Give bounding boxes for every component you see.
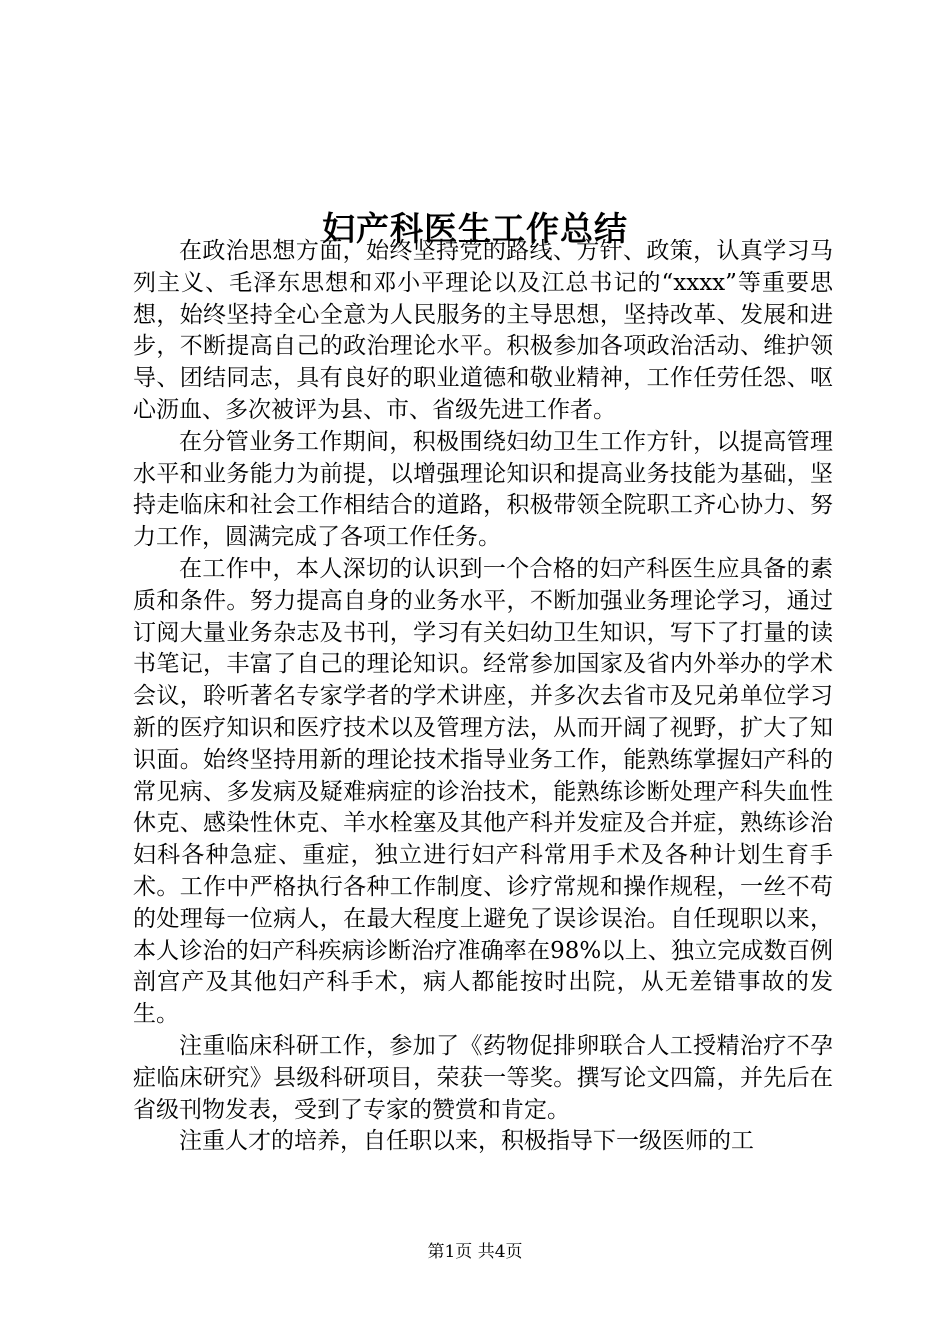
- paragraph-clinical-work: 在工作中，本人深切的认识到一个合格的妇产科医生应具备的素质和条件。努力提高自身的业务水平，不断加强业务理论学习，通过订阅大量业务杂志及书刊，学习有关妇幼卫生知识，写下了打量的读书笔记，丰富了自己的理论知识。经常参加国家及省内外举办的学术会议，聆听著名专家学者的学术讲座，并多次去省市及兄弟单位学习新的医疗知识和医疗技术以及管理方法，从而开阔了视野，扩大了知识面。始终坚持用新的理论技术指导业务工作，能熟练掌握妇产科的常见病、多发病及疑难病症的诊治技术，能熟练诊断处理产科失血性休克、感染性休克、羊水栓塞及其他产科并发症及合并症，熟练诊治妇科各种急症、重症，独立进行妇产科常用手术及各种计划生育手术。工作中严格执行各种工作制度、诊疗常规和操作规程，一丝不苟的处理每一位病人，在最大程度上避免了误诊误治。自任现职以来，本人诊治的妇产科疾病诊断治疗准确率在98%以上、独立完成数百例剖宫产及其他妇产科手术，病人都能按时出院，从无差错事故的发生。: [133, 555, 833, 1028]
- page-number-footer: 第1页 共4页: [427, 1242, 523, 1262]
- paragraph-political-thought: 在政治思想方面，始终坚持党的路线、方针、政策，认真学习马列主义、毛泽东思想和邓小平理论以及江总书记的“xxxx”等重要思想，始终坚持全心全意为人民服务的主导思想，坚持改革、发展和进步，不断提高自己的政治理论水平。积极参加各项政治活动、维护领导、团结同志，具有良好的职业道德和敬业精神，工作任劳任怨、呕心沥血、多次被评为县、市、省级先进工作者。: [133, 238, 833, 423]
- paragraph-business-management: 在分管业务工作期间，积极围绕妇幼卫生工作方针，以提高管理水平和业务能力为前提，以增强理论知识和提高业务技能为基础，坚持走临床和社会工作相结合的道路，积极带领全院职工齐心协力、努力工作，圆满完成了各项工作任务。: [133, 428, 833, 551]
- paragraph-research: 注重临床科研工作，参加了《药物促排卵联合人工授精治疗不孕症临床研究》县级科研项目，荣获一等奖。撰写论文四篇，并先后在省级刊物发表，受到了专家的赞赏和肯定。: [133, 1032, 833, 1123]
- document-title: 妇产科医生工作总结: [322, 209, 628, 249]
- document-body: [133, 236, 833, 1158]
- paragraph-talent-training: 注重人才的培养，自任职以来，积极指导下一级医师的工: [179, 1128, 754, 1155]
